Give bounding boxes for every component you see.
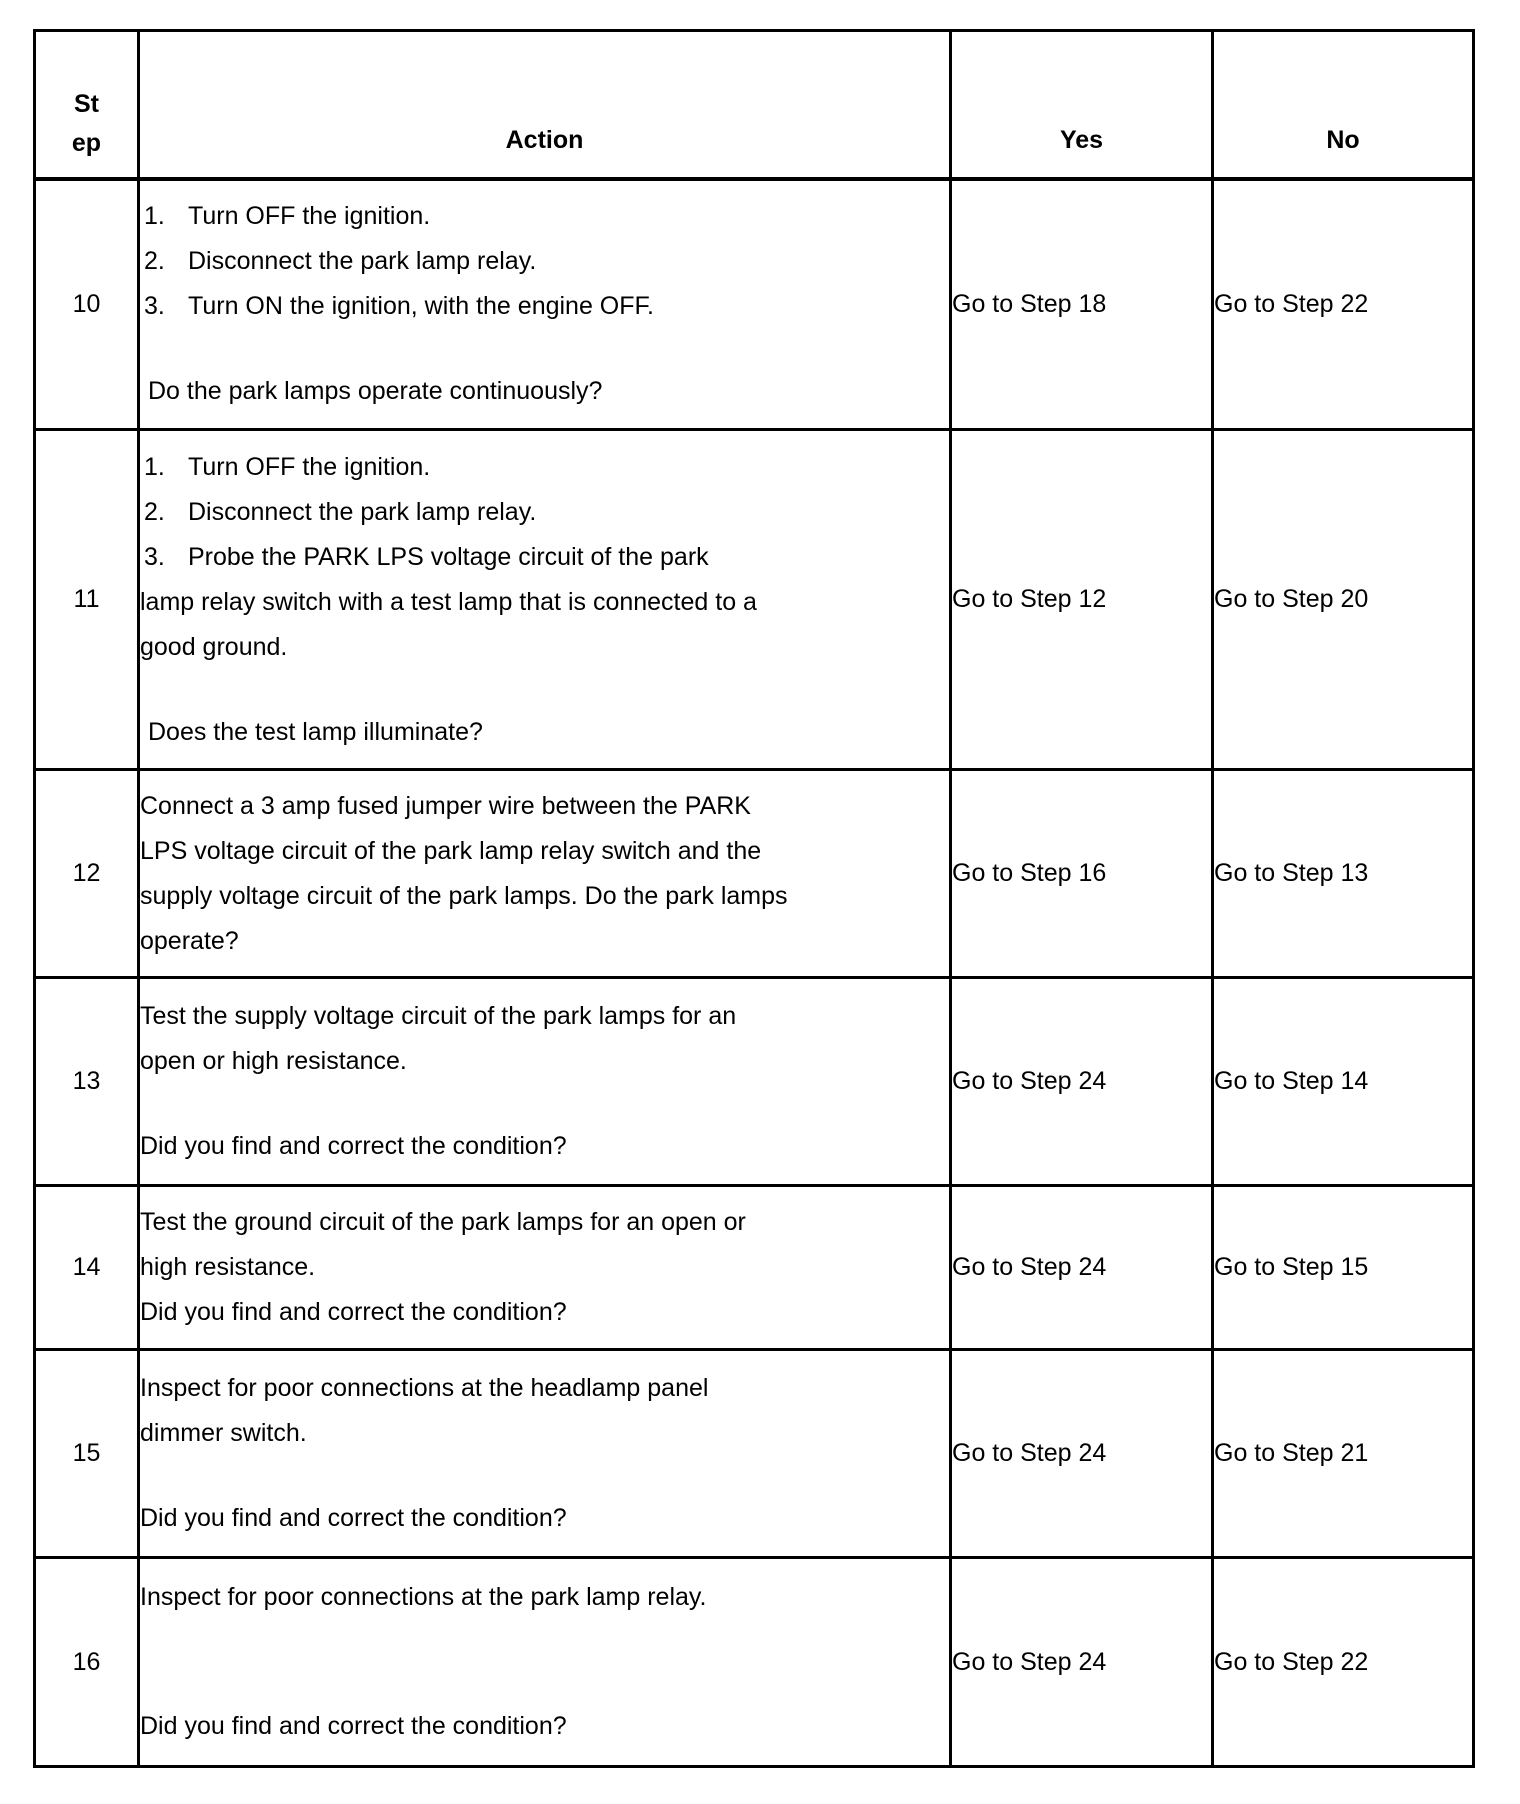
action-line: Test the ground circuit of the park lamps for an open or	[140, 1208, 746, 1236]
action-line: Connect a 3 amp fused jumper wire between the PARK	[140, 791, 751, 820]
list-text: Turn OFF the ignition.	[188, 452, 431, 481]
header-yes: Yes	[951, 31, 1213, 179]
action-line: operate?	[140, 926, 239, 955]
action-line: open or high resistance.	[140, 1047, 407, 1075]
list-text: Turn OFF the ignition.	[188, 202, 431, 231]
action-line: lamp relay switch with a test lamp that is connected to a	[140, 587, 757, 616]
table-row	[35, 770, 1474, 978]
yes-result: Go to Step 24	[951, 1186, 1213, 1350]
table-row	[35, 1558, 1474, 1767]
list-number: 3.	[144, 542, 165, 571]
list-number: 1.	[144, 452, 165, 481]
table-row	[35, 1350, 1474, 1558]
action-line: high resistance.	[140, 1253, 316, 1281]
table-row	[35, 1186, 1474, 1350]
step-number: 10	[35, 179, 139, 430]
step-number: 13	[35, 978, 139, 1186]
yes-result: Go to Step 24	[951, 1558, 1213, 1767]
no-result: Go to Step 14	[1213, 978, 1474, 1186]
action-line: Inspect for poor connections at the headlamp panel	[140, 1374, 709, 1402]
no-result: Go to Step 22	[1213, 1558, 1474, 1767]
action-question: Do the park lamps operate continuously?	[148, 377, 603, 406]
action-cell	[139, 179, 951, 430]
yes-result: Go to Step 12	[951, 430, 1213, 770]
action-cell	[139, 1558, 951, 1767]
list-number: 2.	[144, 497, 165, 526]
list-text: Disconnect the park lamp relay.	[188, 247, 537, 276]
action-cell	[139, 430, 951, 770]
action-cell	[139, 1350, 951, 1558]
header-step-line2: ep	[71, 128, 102, 157]
action-question: Did you find and correct the condition?	[140, 1298, 567, 1326]
yes-result: Go to Step 18	[951, 179, 1213, 430]
no-result: Go to Step 21	[1213, 1350, 1474, 1558]
table-row	[35, 430, 1474, 770]
header-no: No	[1213, 31, 1474, 179]
action-question: Did you find and correct the condition?	[140, 1132, 567, 1160]
action-line	[140, 490, 949, 535]
action-question: Did you find and correct the condition?	[140, 1504, 567, 1532]
list-text: Disconnect the park lamp relay.	[188, 497, 537, 526]
action-line	[140, 284, 949, 329]
action-line: dimmer switch.	[140, 1419, 307, 1447]
action-line	[140, 194, 949, 239]
step-number: 12	[35, 770, 139, 978]
action-line: Inspect for poor connections at the park lamp relay.	[140, 1583, 707, 1611]
action-line: supply voltage circuit of the park lamps. Do the park lamps	[140, 881, 788, 910]
step-number: 11	[35, 430, 139, 770]
list-number: 1.	[144, 202, 165, 231]
action-question: Does the test lamp illuminate?	[148, 717, 483, 746]
action-line: LPS voltage circuit of the park lamp relay switch and the	[140, 836, 762, 865]
no-result: Go to Step 13	[1213, 770, 1474, 978]
yes-result: Go to Step 24	[951, 978, 1213, 1186]
table-row	[35, 179, 1474, 430]
list-text: Turn ON the ignition, with the engine OFF.	[188, 292, 654, 321]
yes-result: Go to Step 16	[951, 770, 1213, 978]
step-number: 16	[35, 1558, 139, 1767]
yes-result: Go to Step 24	[951, 1350, 1213, 1558]
header-row	[35, 31, 1474, 179]
no-result: Go to Step 22	[1213, 179, 1474, 430]
action-cell	[139, 978, 951, 1186]
action-question: Did you find and correct the condition?	[140, 1712, 567, 1740]
action-line	[140, 445, 949, 490]
list-text: Probe the PARK LPS voltage circuit of the park	[188, 542, 709, 571]
action-line	[140, 239, 949, 284]
step-number: 15	[35, 1350, 139, 1558]
action-line	[140, 535, 949, 580]
no-result: Go to Step 20	[1213, 430, 1474, 770]
no-result: Go to Step 15	[1213, 1186, 1474, 1350]
step-number: 14	[35, 1186, 139, 1350]
action-line: good ground.	[140, 632, 288, 661]
action-line: Test the supply voltage circuit of the park lamps for an	[140, 1002, 737, 1030]
action-cell	[139, 770, 951, 978]
table-row	[35, 978, 1474, 1186]
list-number: 2.	[144, 247, 165, 276]
diagnostic-procedure-table	[33, 29, 1475, 1768]
header-step	[35, 31, 139, 179]
list-number: 3.	[144, 292, 165, 321]
action-cell	[139, 1186, 951, 1350]
header-action: Action	[139, 31, 951, 179]
header-step-line1: St	[74, 89, 99, 118]
